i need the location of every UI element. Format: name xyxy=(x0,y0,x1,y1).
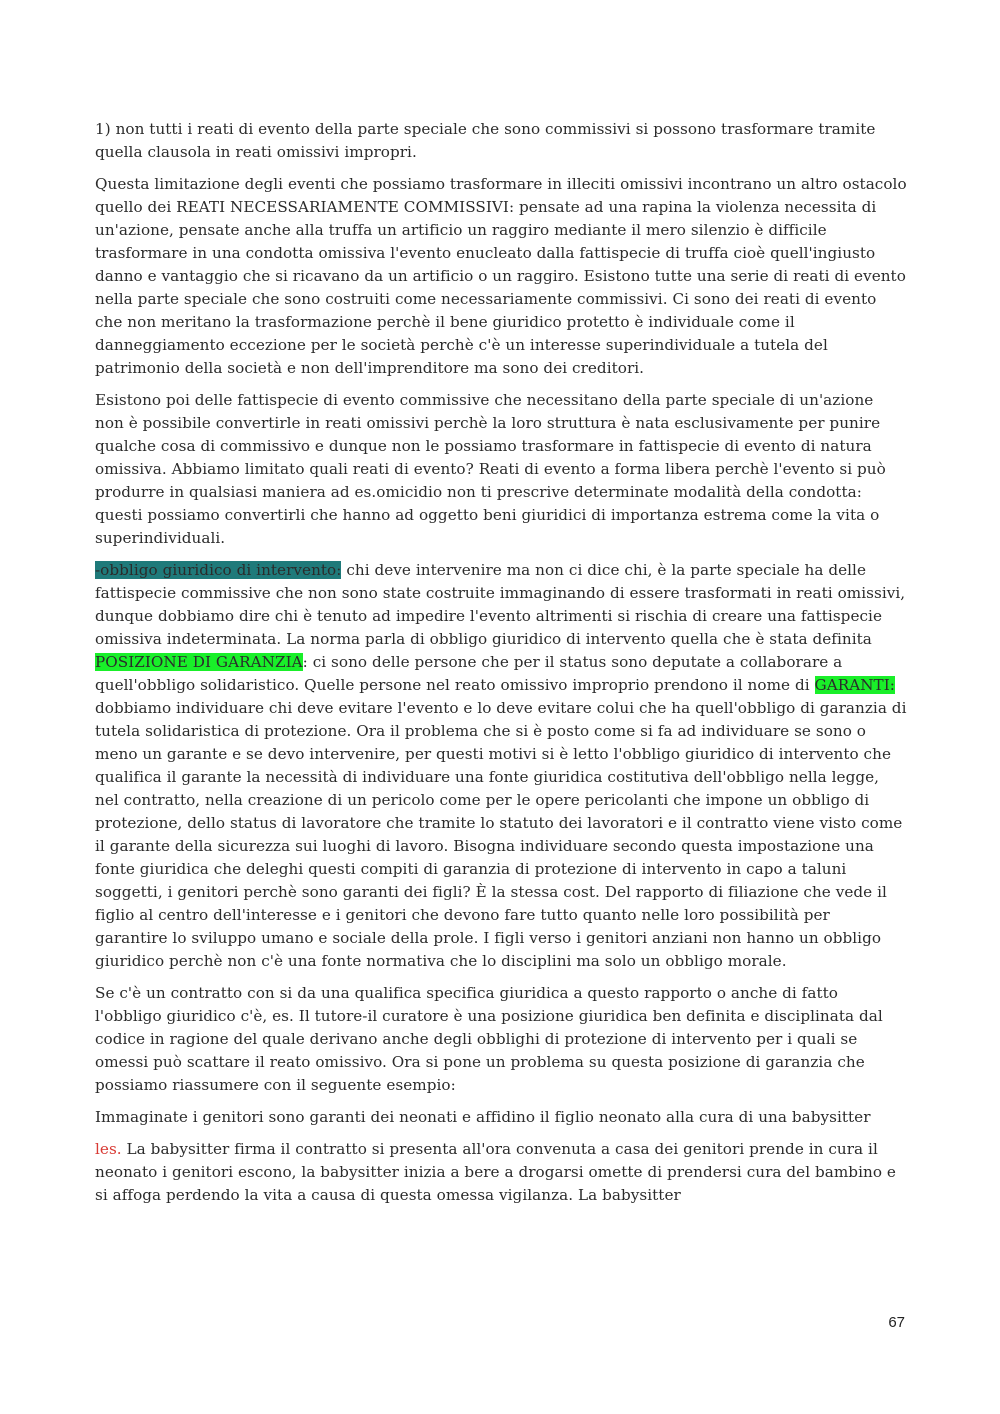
paragraph-3: Esistono poi delle fattispecie di evento commissive che necessitano della parte speciale di un'azione non è possibile convertirle in reati omissivi perchè la loro struttura è nata esclusivamente per punire qualche cosa di commissivo e dunque non le possiamo trasformare in fattispecie di evento di natura omissiva. Abbiamo limitato quali reati di evento? Reati di evento a forma libera perchè l'evento si può produrre in qualsiasi maniera ad es.omicidio non ti prescrive determinate modalità della condotta: questi possiamo convertirli che hanno ad oggetto beni giuridici di importanza estrema come la vita o superindividuali. xyxy=(95,391,886,547)
paragraph-7-text: La babysitter firma il contratto si presenta all'ora convenuta a casa dei genitori prende in cura il neonato i genitori escono, la babysitter inizia a bere a drogarsi omette di prendersi cura del bambino e si affoga perdendo la vita a causa di questa omessa vigilanza. La babysitter xyxy=(95,1140,896,1204)
paragraph-4-text-a: chi deve intervenire ma non ci dice chi, è la parte speciale ha delle fattispecie commissive che non sono state costruite immaginando di essere trasformati in reati omissivi, dunque dobbiamo dire chi è tenuto ad impedire l'evento altrimenti si rischia di creare una fattispecie omissiva indeterminata. La norma parla di obbligo giuridico di intervento quella che è stata definita xyxy=(95,561,906,648)
paragraph-6: Immaginate i genitori sono garanti dei neonati e affidino il figlio neonato alla cura di una babysitter xyxy=(95,1108,871,1126)
paragraph-4-text-b: : ci sono delle persone che per il status sono deputate a collaborare a quell'obbligo solidaristico. Quelle persone nel reato omissivo improprio prendono il nome di xyxy=(95,653,843,694)
document-body xyxy=(95,118,907,1216)
highlight-obbligo-giuridico: -obbligo giuridico di intervento: xyxy=(95,561,342,579)
paragraph-4-text-c: dobbiamo individuare chi deve evitare l'evento e lo deve evitare colui che ha quell'obbligo di garanzia di tutela solidaristica di protezione. Ora il problema che si è posto come si fa ad individuare se sono o meno un garante e se devo intervenire, per questi motivi si è letto l'obbligo giuridico di intervento che qualifica il garante la necessità di individuare una fonte giuridica costitutiva dell'obbligo nella legge, nel contratto, nella creazione di un pericolo come per le opere pericolanti che impone un obbligo di protezione, dello status di lavoratore che tramite lo statuto dei lavoratori e il contratto viene visto come il garante della sicurezza sui luoghi di lavoro. Bisogna individuare secondo questa impostazione una fonte giuridica che deleghi questi compiti di garanzia di protezione di intervento in capo a taluni soggetti, i genitori perchè sono garanti dei figli? È la stessa cost. Del rapporto di filiazione che vede il figlio al centro dell'interesse e i genitori che devono fare tutto quanto nelle loro possibilità per garantire lo sviluppo umano e sociale della prole. I figli verso i genitori anziani non hanno un obbligo giuridico perchè non c'è una fonte normativa che lo disciplini ma solo un obbligo morale. xyxy=(95,699,907,970)
paragraph-4 xyxy=(95,559,907,973)
page-number: 67 xyxy=(888,1314,905,1331)
paragraph-2: Questa limitazione degli eventi che possiamo trasformare in illeciti omissivi incontrano un altro ostacolo quello dei REATI NECESSARIAMENTE COMMISSIVI: pensate ad una rapina la violenza necessita di un'azione, pensate anche alla truffa un artificio un raggiro mediante il mero silenzio è difficile trasformare in una condotta omissiva l'evento enucleato dalla fattispecie di truffa cioè quell'ingiusto danno e vantaggio che si ricavano da un artificio o un raggiro. Esistono tutte una serie di reati di evento nella parte speciale che sono costruiti come necessariamente commissivi. Ci sono dei reati di evento che non meritano la trasformazione perchè il bene giuridico protetto è individuale come il danneggiamento eccezione per le società perchè c'è un interesse superindividuale a tutela del patrimonio della società e non dell'imprenditore ma sono dei creditori. xyxy=(95,175,907,377)
paragraph-7 xyxy=(95,1138,907,1207)
highlight-posizione-di-garanzia: POSIZIONE DI GARANZIA xyxy=(95,653,303,671)
red-label-les: les. xyxy=(95,1140,122,1158)
paragraph-5: Se c'è un contratto con si da una qualifica specifica giuridica a questo rapporto o anche di fatto l'obbligo giuridico c'è, es. Il tutore-il curatore è una posizione giuridica ben definita e disciplinata dal codice in ragione del quale derivano anche degli obblighi di protezione di intervento per i quali se omessi può scattare il reato omissivo. Ora si pone un problema su questa posizione di garanzia che possiamo riassumere con il seguente esempio: xyxy=(95,984,883,1094)
paragraph-1: 1) non tutti i reati di evento della parte speciale che sono commissivi si possono trasformare tramite quella clausola in reati omissivi impropri. xyxy=(95,120,876,161)
highlight-garanti: GARANTI: xyxy=(814,676,895,694)
